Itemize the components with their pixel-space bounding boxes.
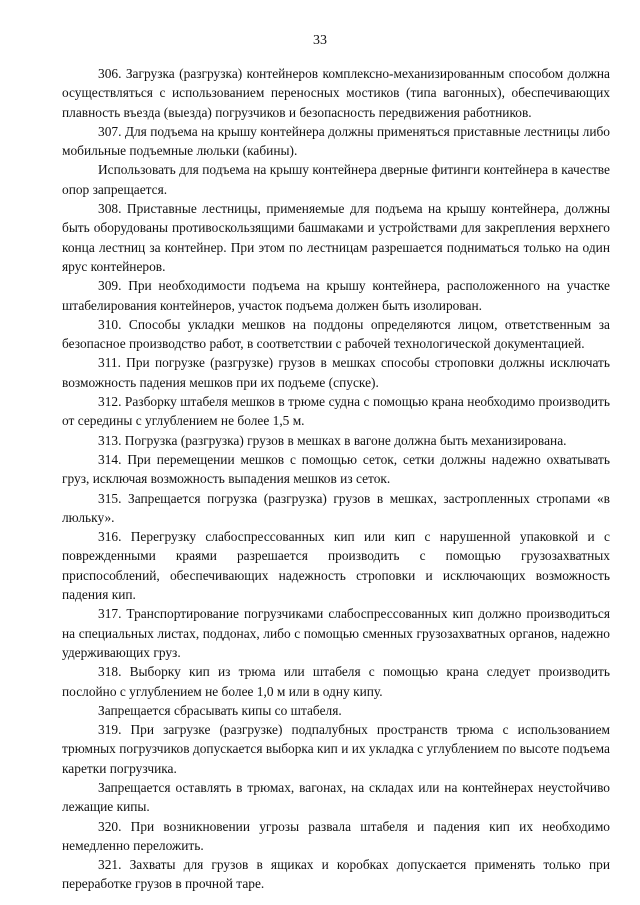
paragraph-315: 315. Запрещается погрузка (разгрузка) грузов в мешках, застропленных стропами «в люльку». bbox=[62, 490, 610, 525]
paragraph-312: 312. Разборку штабеля мешков в трюме судна с помощью крана необходимо производить от середины с углублением не более 1,5 м. bbox=[62, 394, 610, 429]
paragraph-319: 319. При загрузке (разгрузке) подпалубных пространств трюма с использованием трюмных погрузчиков допускается выборка кип и их укладка с углублением по высоте подъема каретки погрузчика. bbox=[62, 722, 610, 776]
paragraph-309: 309. При необходимости подъема на крышу контейнера, расположенного на участке штабелирования контейнеров, участок подъема должен быть изолирован. bbox=[62, 278, 610, 313]
page-number: 33 bbox=[313, 33, 327, 48]
paragraph-316: 316. Перегрузку слабоспрессованных кип или кип с нарушенной упаковкой и с поврежденными краями разрешается производить с помощью грузозахватных приспособлений, обеспечивающих надежность строповки и исключающих возможность падения кип. bbox=[62, 529, 610, 603]
paragraph-313: 313. Погрузка (разгрузка) грузов в мешках в вагоне должна быть механизирована. bbox=[98, 432, 567, 448]
paragraph-311: 311. При погрузке (разгрузке) грузов в мешках способы строповки должны исключать возможность падения мешков при их подъеме (спуске). bbox=[62, 355, 610, 390]
paragraph-320: 320. При возникновении угрозы развала штабеля и падения кип их необходимо немедленно переложить. bbox=[62, 818, 610, 853]
paragraph-310: 310. Способы укладки мешков на поддоны определяются лицом, ответственным за безопасное производство работ, в соответствии с рабочей технологической документацией. bbox=[62, 316, 610, 352]
paragraph-321: 321. Захваты для грузов в ящиках и коробках допускается применять только при переработке грузов в прочной таре. bbox=[62, 857, 610, 892]
paragraph-314: 314. При перемещении мешков с помощью сеток, сетки должны надежно охватывать груз, исключая возможность выпадения мешков из сеток. bbox=[62, 451, 610, 487]
body-text bbox=[62, 64, 610, 894]
paragraph-318: 318. Выборку кип из трюма или штабеля с помощью крана следует производить послойно с углублением не более 1,0 м или в одну кипу. bbox=[62, 664, 610, 699]
paragraph-317: 317. Транспортирование погрузчиками слабоспрессованных кип должно производиться на специальных листах, поддонах, либо с помощью сменных грузозахватных органов, надежно удерживающих груз. bbox=[62, 606, 610, 660]
paragraph-306: 306. Загрузка (разгрузка) контейнеров комплексно-механизированным способом должна осуществляться с использованием переносных мостиков (типа вагонных), обеспечивающих плавность въезда (выезда) погрузчиков и безопасность передвижения работников. bbox=[62, 66, 610, 120]
paragraph-308: 308. Приставные лестницы, применяемые для подъема на крышу контейнера, должны быть оборудованы противоскользящими башмаками и устройствами для закрепления верхнего конца лестниц за контейнер. При этом по лестницам разрешается подниматься только на один ярус контейнеров. bbox=[62, 201, 610, 274]
paragraph-318-note: Запрещается сбрасывать кипы со штабеля. bbox=[98, 702, 342, 718]
paragraph-307-note: Использовать для подъема на крышу контейнера дверные фитинги контейнера в качестве опор запрещается. bbox=[62, 162, 610, 197]
paragraph-307: 307. Для подъема на крышу контейнера должны применяться приставные лестницы либо мобильные подъемные люльки (кабины). bbox=[62, 123, 610, 159]
paragraph-319-note: Запрещается оставлять в трюмах, вагонах, на складах или на контейнерах неустойчиво лежащие кипы. bbox=[62, 779, 610, 815]
